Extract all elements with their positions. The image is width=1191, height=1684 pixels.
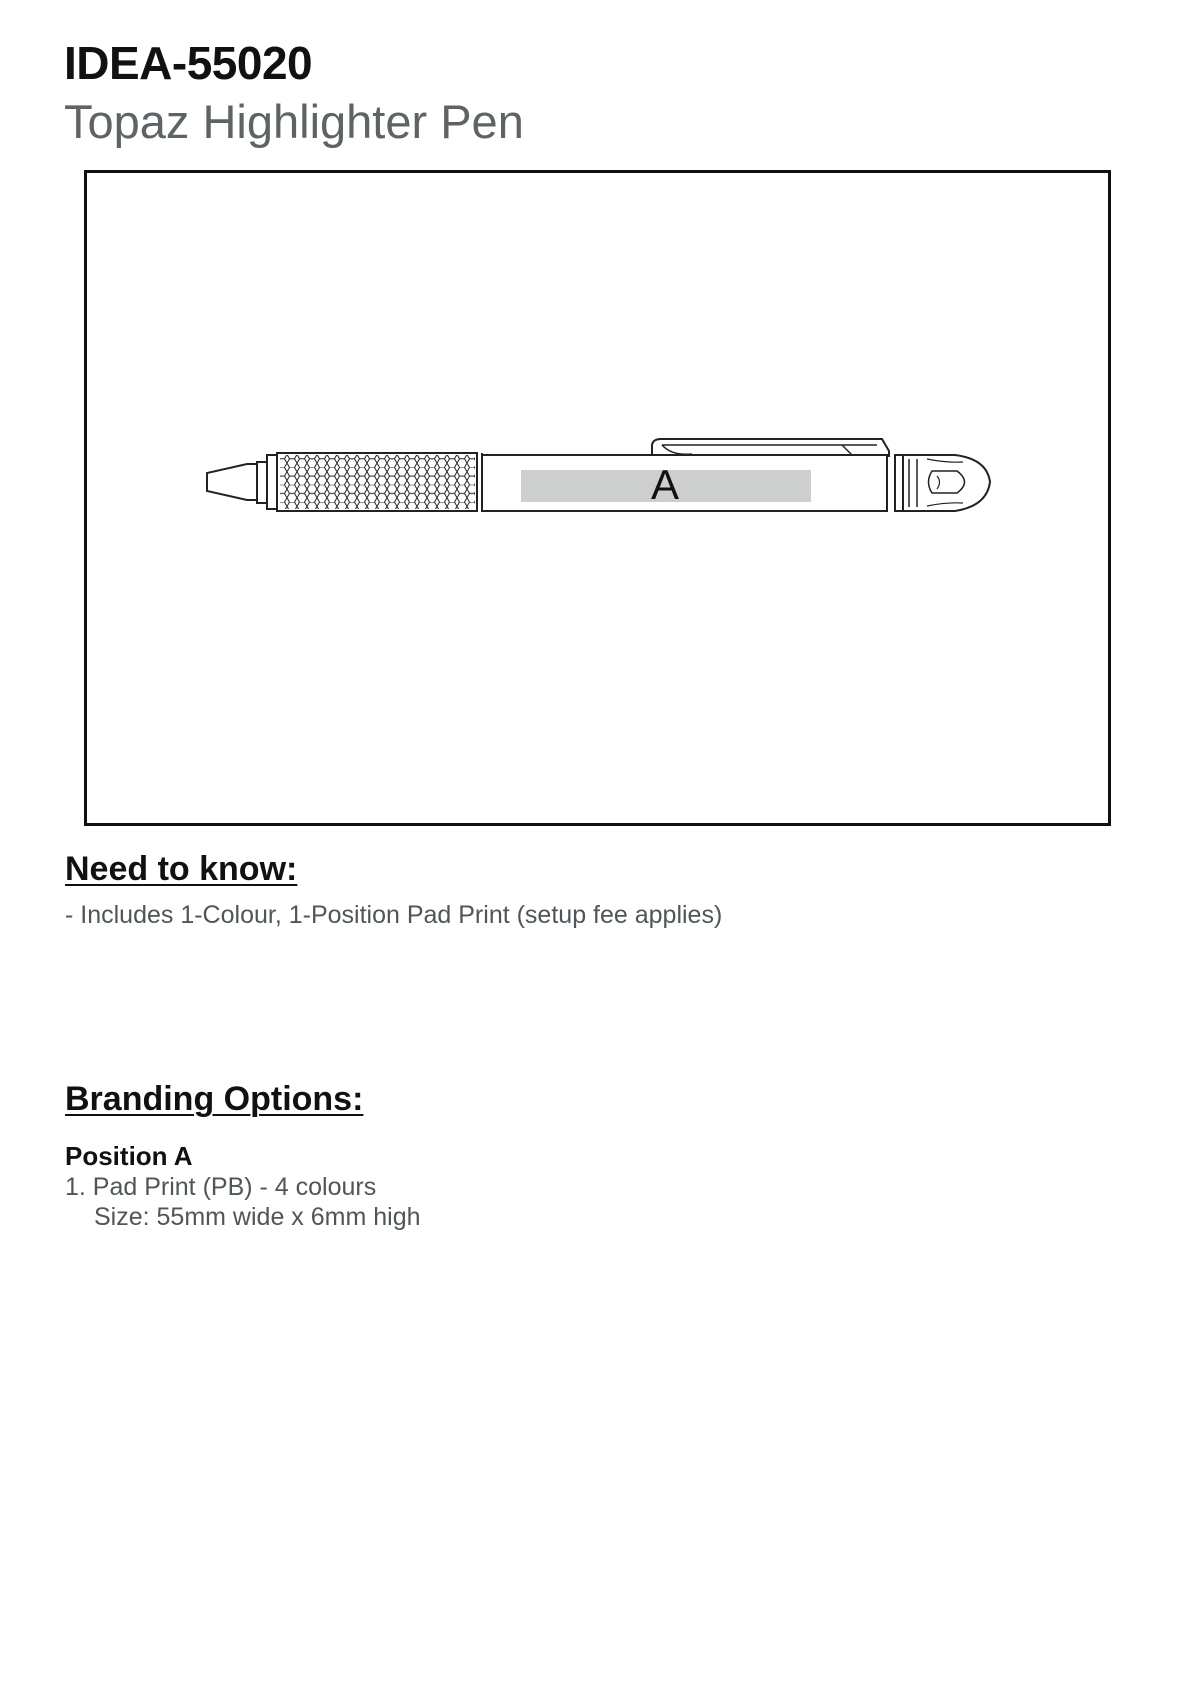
- position-title: Position A: [65, 1141, 193, 1171]
- position-size: Size: 55mm wide x 6mm high: [94, 1203, 421, 1231]
- pen-cap: [903, 455, 990, 511]
- branding-options-heading: Branding Options:: [65, 1080, 364, 1118]
- pen-tip: [207, 462, 267, 503]
- product-code: IDEA-55020: [64, 37, 313, 89]
- print-area-label: A: [650, 461, 680, 508]
- need-to-know-item: - Includes 1-Colour, 1-Position Pad Print (setup fee applies): [65, 901, 723, 929]
- pen-grip: [267, 453, 482, 511]
- pen-illustration: [87, 173, 1108, 823]
- product-illustration-frame: [84, 170, 1111, 826]
- pen-barrel: [482, 455, 903, 511]
- position-option: 1. Pad Print (PB) - 4 colours: [65, 1173, 377, 1201]
- product-name: Topaz Highlighter Pen: [64, 95, 524, 148]
- need-to-know-heading: Need to know:: [65, 850, 298, 888]
